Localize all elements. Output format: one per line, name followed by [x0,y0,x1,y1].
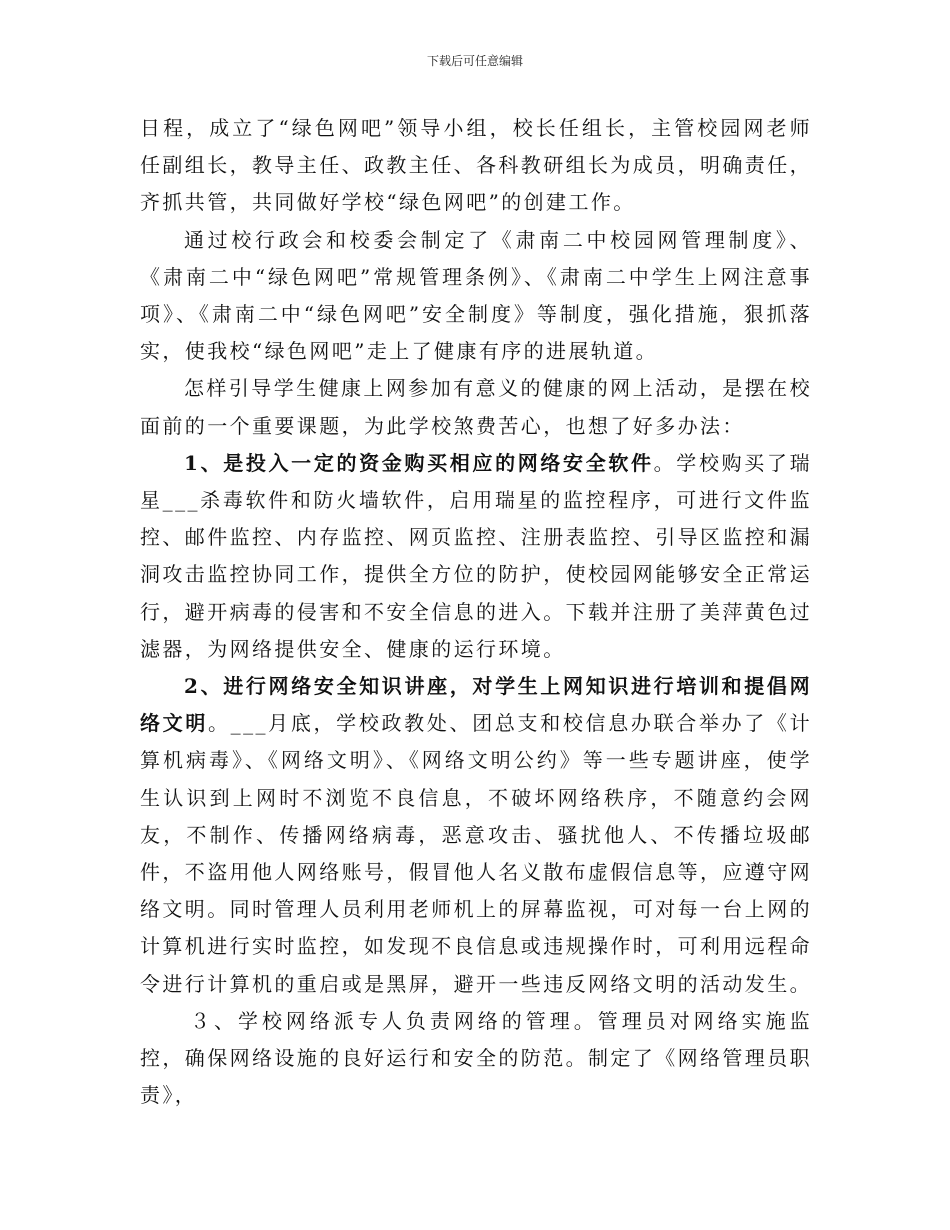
paragraph-leadership-group [140,110,812,222]
paragraph-safety-lectures [140,668,812,1003]
paragraph-text: 。学校购买了瑞星___杀毒软件和防火墙软件，启用瑞星的监控程序，可进行文件监控、邮件监控、内存监控、网页监控、注册表监控、引导区监控和漏洞攻击监控协同工作，提供全方位的防护，使校园网能够安全正常运行，避开病毒的侵害和不安全信息的进入。下载并注册了美萍黄色过滤器，为网络提供安全、健康的运行环境。 [140,450,812,661]
paragraph-network-admin [140,1003,812,1115]
page-header: 下载后可任意编辑 [426,54,523,68]
document-body [140,110,812,1114]
paragraph-regulations [140,222,812,371]
paragraph-text: 通过校行政会和校委会制定了《肃南二中校园网管理制度》、《肃南二中“绿色网吧”常规管理条例》、《肃南二中学生上网注意事项》、《肃南二中“绿色网吧”安全制度》等制度，强化措施，狠抓落实，使我校“绿色网吧”走上了健康有序的进展轨道。 [140,227,812,364]
paragraph-lead: 2、进行网络安全知识讲座，对学生上网知识进行培训和提倡网络文明 [140,674,812,736]
paragraph-guidance [140,370,812,444]
paragraph-lead: 1、是投入一定的资金购买相应的网络安全软件 [184,450,654,475]
paragraph-text: 日程，成立了“绿色网吧”领导小组，校长任组长，主管校园网老师任副组长，教导主任、政教主任、各科教研组长为成员，明确责任，齐抓共管，共同做好学校“绿色网吧”的创建工作。 [140,116,812,215]
paragraph-text: ３、学校网络派专人负责网络的管理。管理员对网络实施监控，确保网络设施的良好运行和安全的防范。制定了《网络管理员职责》， [140,1008,812,1108]
paragraph-text: 怎样引导学生健康上网参加有意义的健康的网上活动，是摆在校面前的一个重要课题，为此学校煞费苦心，也想了好多办法： [140,376,812,438]
paragraph-security-software [140,445,812,668]
paragraph-text: 。___月底，学校政教处、团总支和校信息办联合举办了《计算机病毒》、《网络文明》、《网络文明公约》等一些专题讲座，使学生认识到上网时不浏览不良信息，不破坏网络秩序，不随意约会网友，不制作、传播网络病毒，恶意攻击、骚扰他人、不传播垃圾邮件，不盗用他人网络账号，假冒他人名义散布虚假信息等，应遵守网络文明。同时管理人员利用老师机上的屏幕监视，可对每一台上网的计算机进行实时监控，如发现不良信息或违规操作时，可利用远程命令进行计算机的重启或是黑屏，避开一些违反网络文明的活动发生。 [140,711,812,996]
